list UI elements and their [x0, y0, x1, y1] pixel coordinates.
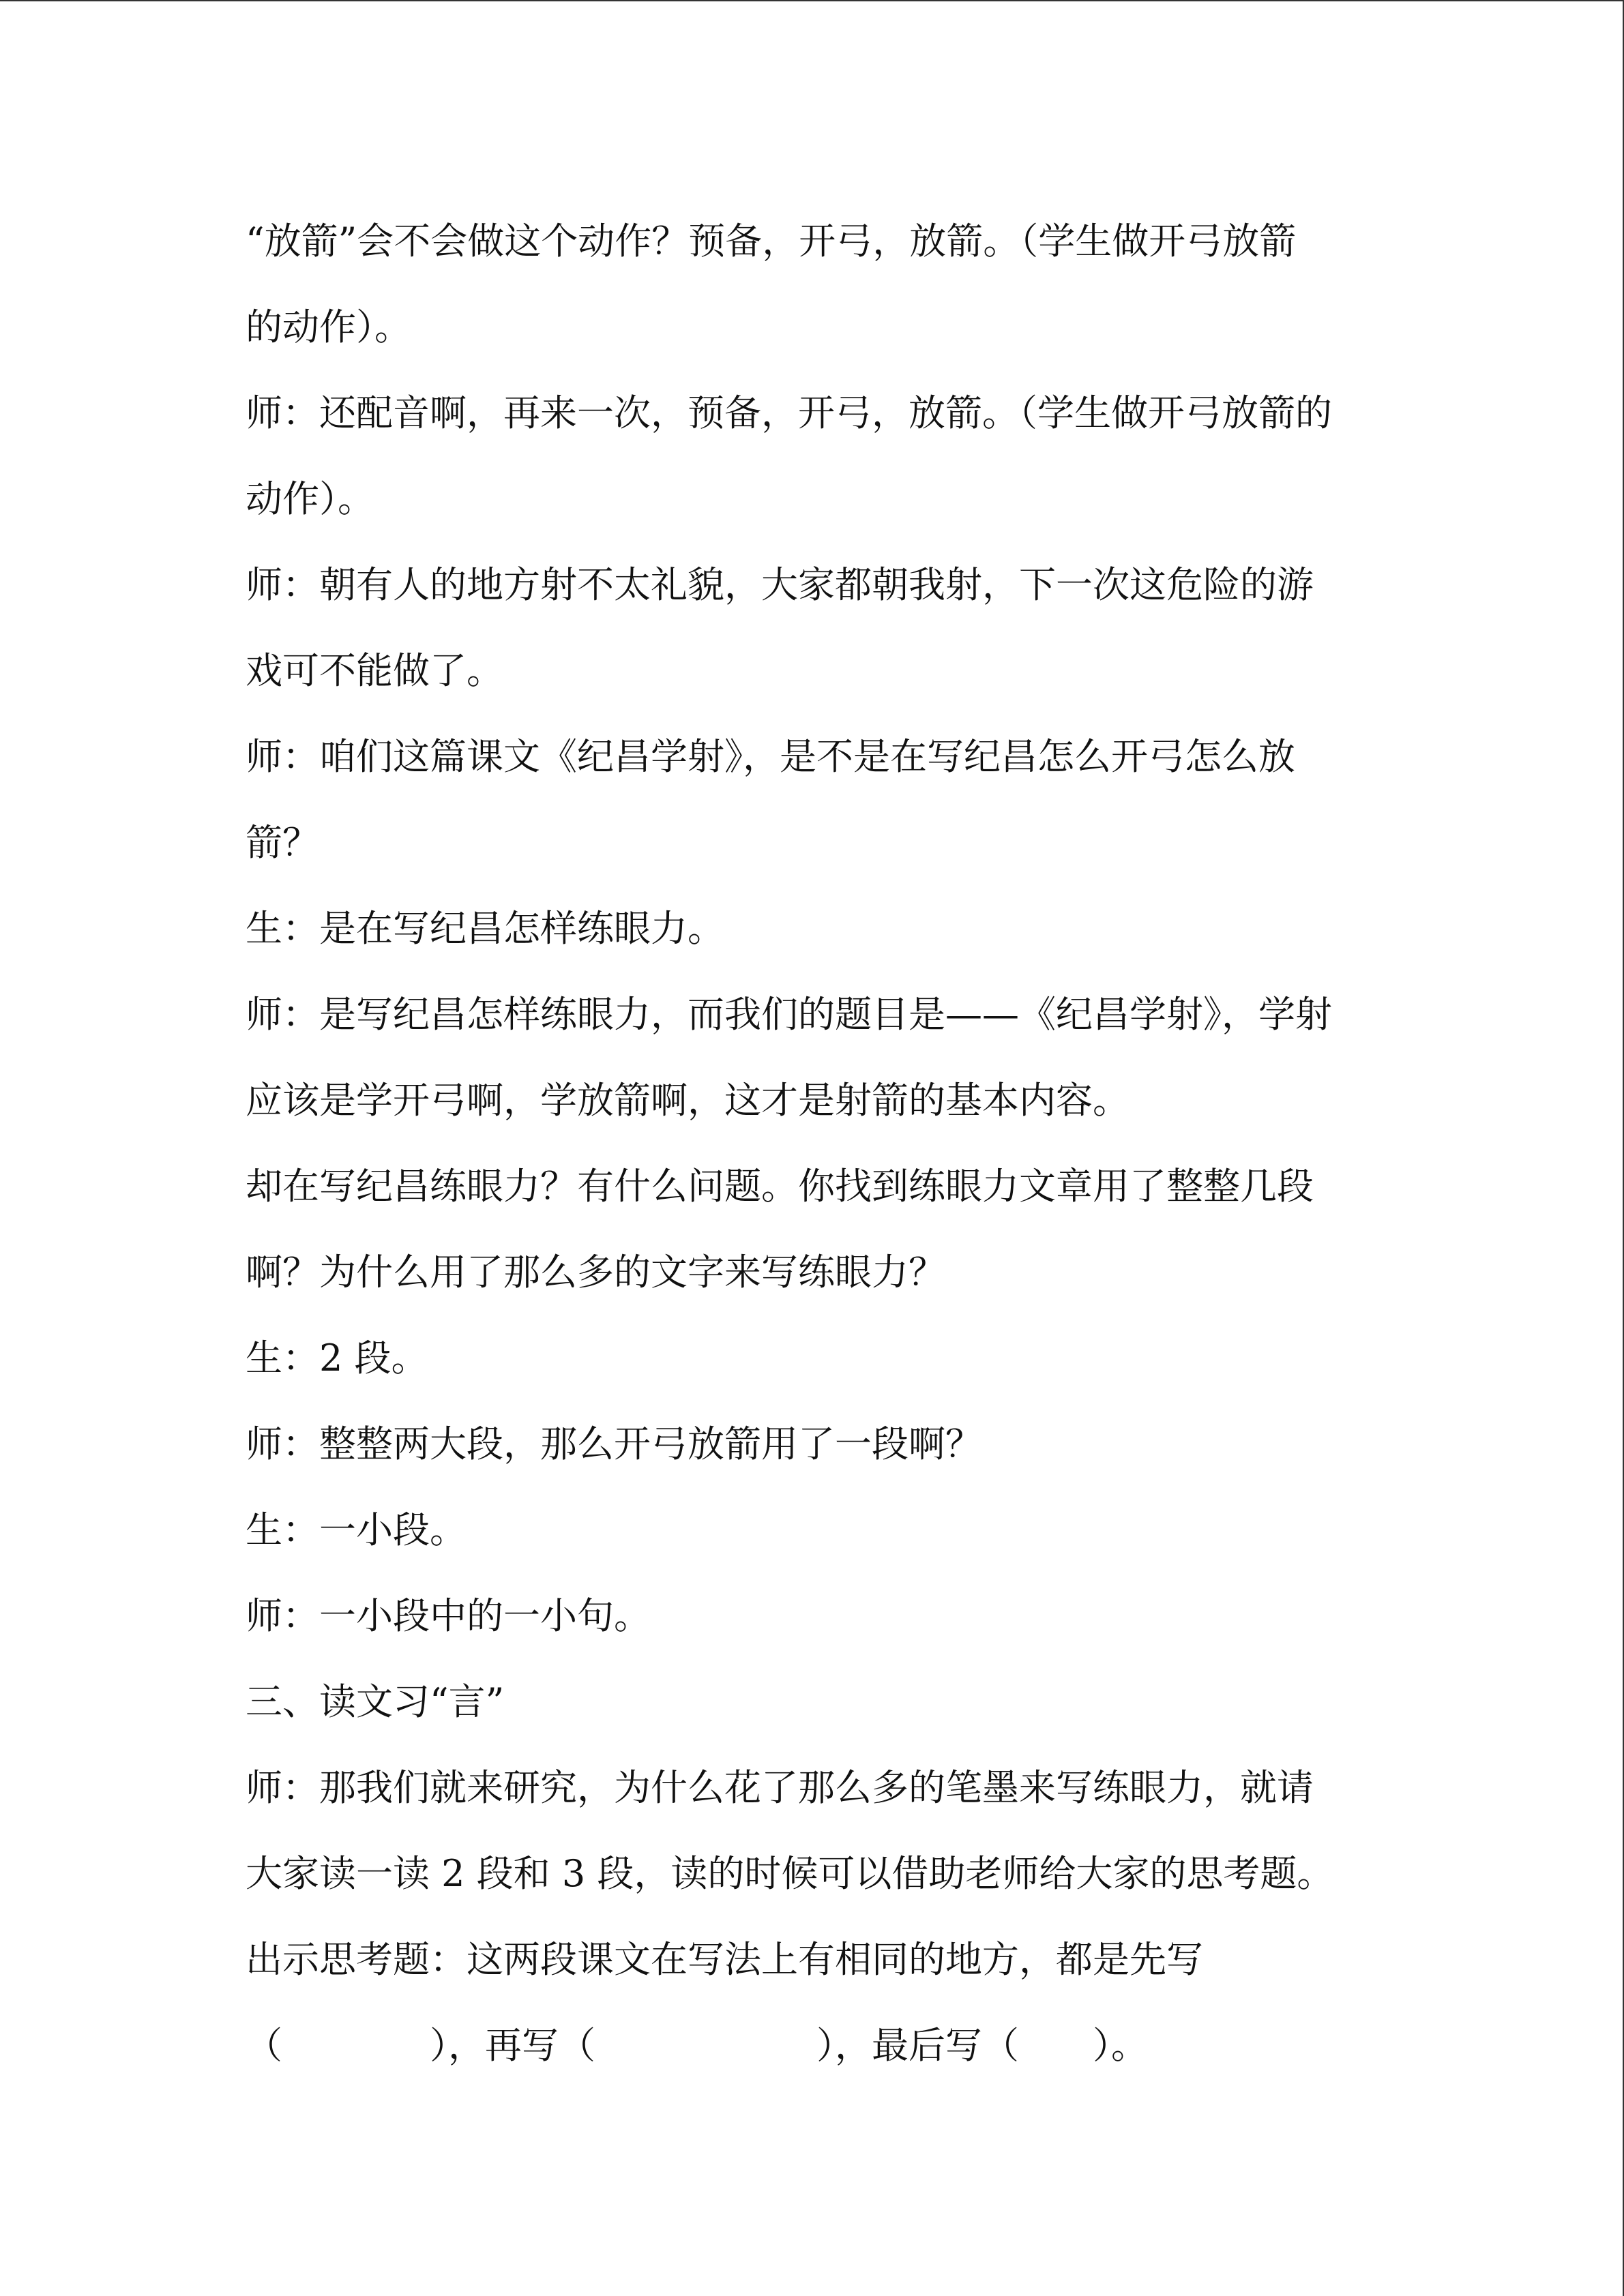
text-line: 师：咱们这篇课文《纪昌学射》，是不是在写纪昌怎么开弓怎么放	[246, 735, 1295, 778]
text-line: 师：朝有人的地方射不太礼貌，大家都朝我射，下一次这危险的游	[246, 563, 1314, 606]
text-line: 生：2 段。	[246, 1337, 428, 1380]
text-line: 啊？为什么用了那么多的文字来写练眼力？	[246, 1251, 945, 1294]
text-line: 箭？	[246, 821, 319, 864]
text-line: “放箭”会不会做这个动作？预备，开弓，放箭。（学生做开弓放箭	[246, 220, 1297, 263]
text-line: 动作）。	[246, 477, 374, 520]
text-line: 却在写纪昌练眼力？有什么问题。你找到练眼力文章用了整整几段	[246, 1165, 1314, 1208]
text-line: 师：还配音啊，再来一次，预备，开弓，放箭。（学生做开弓放箭的	[246, 391, 1332, 434]
section-heading: 三、读文习“言”	[246, 1680, 505, 1723]
text-line: 的动作）。	[246, 305, 411, 348]
text-line: 师：那我们就来研究，为什么花了那么多的笔墨来写练眼力，就请	[246, 1766, 1314, 1809]
text-line: 师：一小段中的一小句。	[246, 1594, 651, 1637]
document-body	[246, 207, 1419, 2098]
text-line: 大家读一读 2 段和 3 段，读的时候可以借助老师给大家的思考题。	[246, 1852, 1334, 1895]
text-line: 师：整整两大段，那么开弓放箭用了一段啊？	[246, 1422, 982, 1465]
fill-in-blank-line: （ ），再写（ ），最后写（ ）。	[246, 2024, 1148, 2067]
text-line: 应该是学开弓啊，学放箭啊，这才是射箭的基本内容。	[246, 1079, 1130, 1122]
text-line: 师：是写纪昌怎样练眼力，而我们的题目是——《纪昌学射》，学射	[246, 993, 1332, 1036]
text-line: 生：是在写纪昌怎样练眼力。	[246, 907, 724, 950]
text-line: 生：一小段。	[246, 1508, 467, 1551]
text-line: 出示思考题：这两段课文在写法上有相同的地方，都是先写	[246, 1938, 1203, 1981]
text-line: 戏可不能做了。	[246, 649, 503, 692]
